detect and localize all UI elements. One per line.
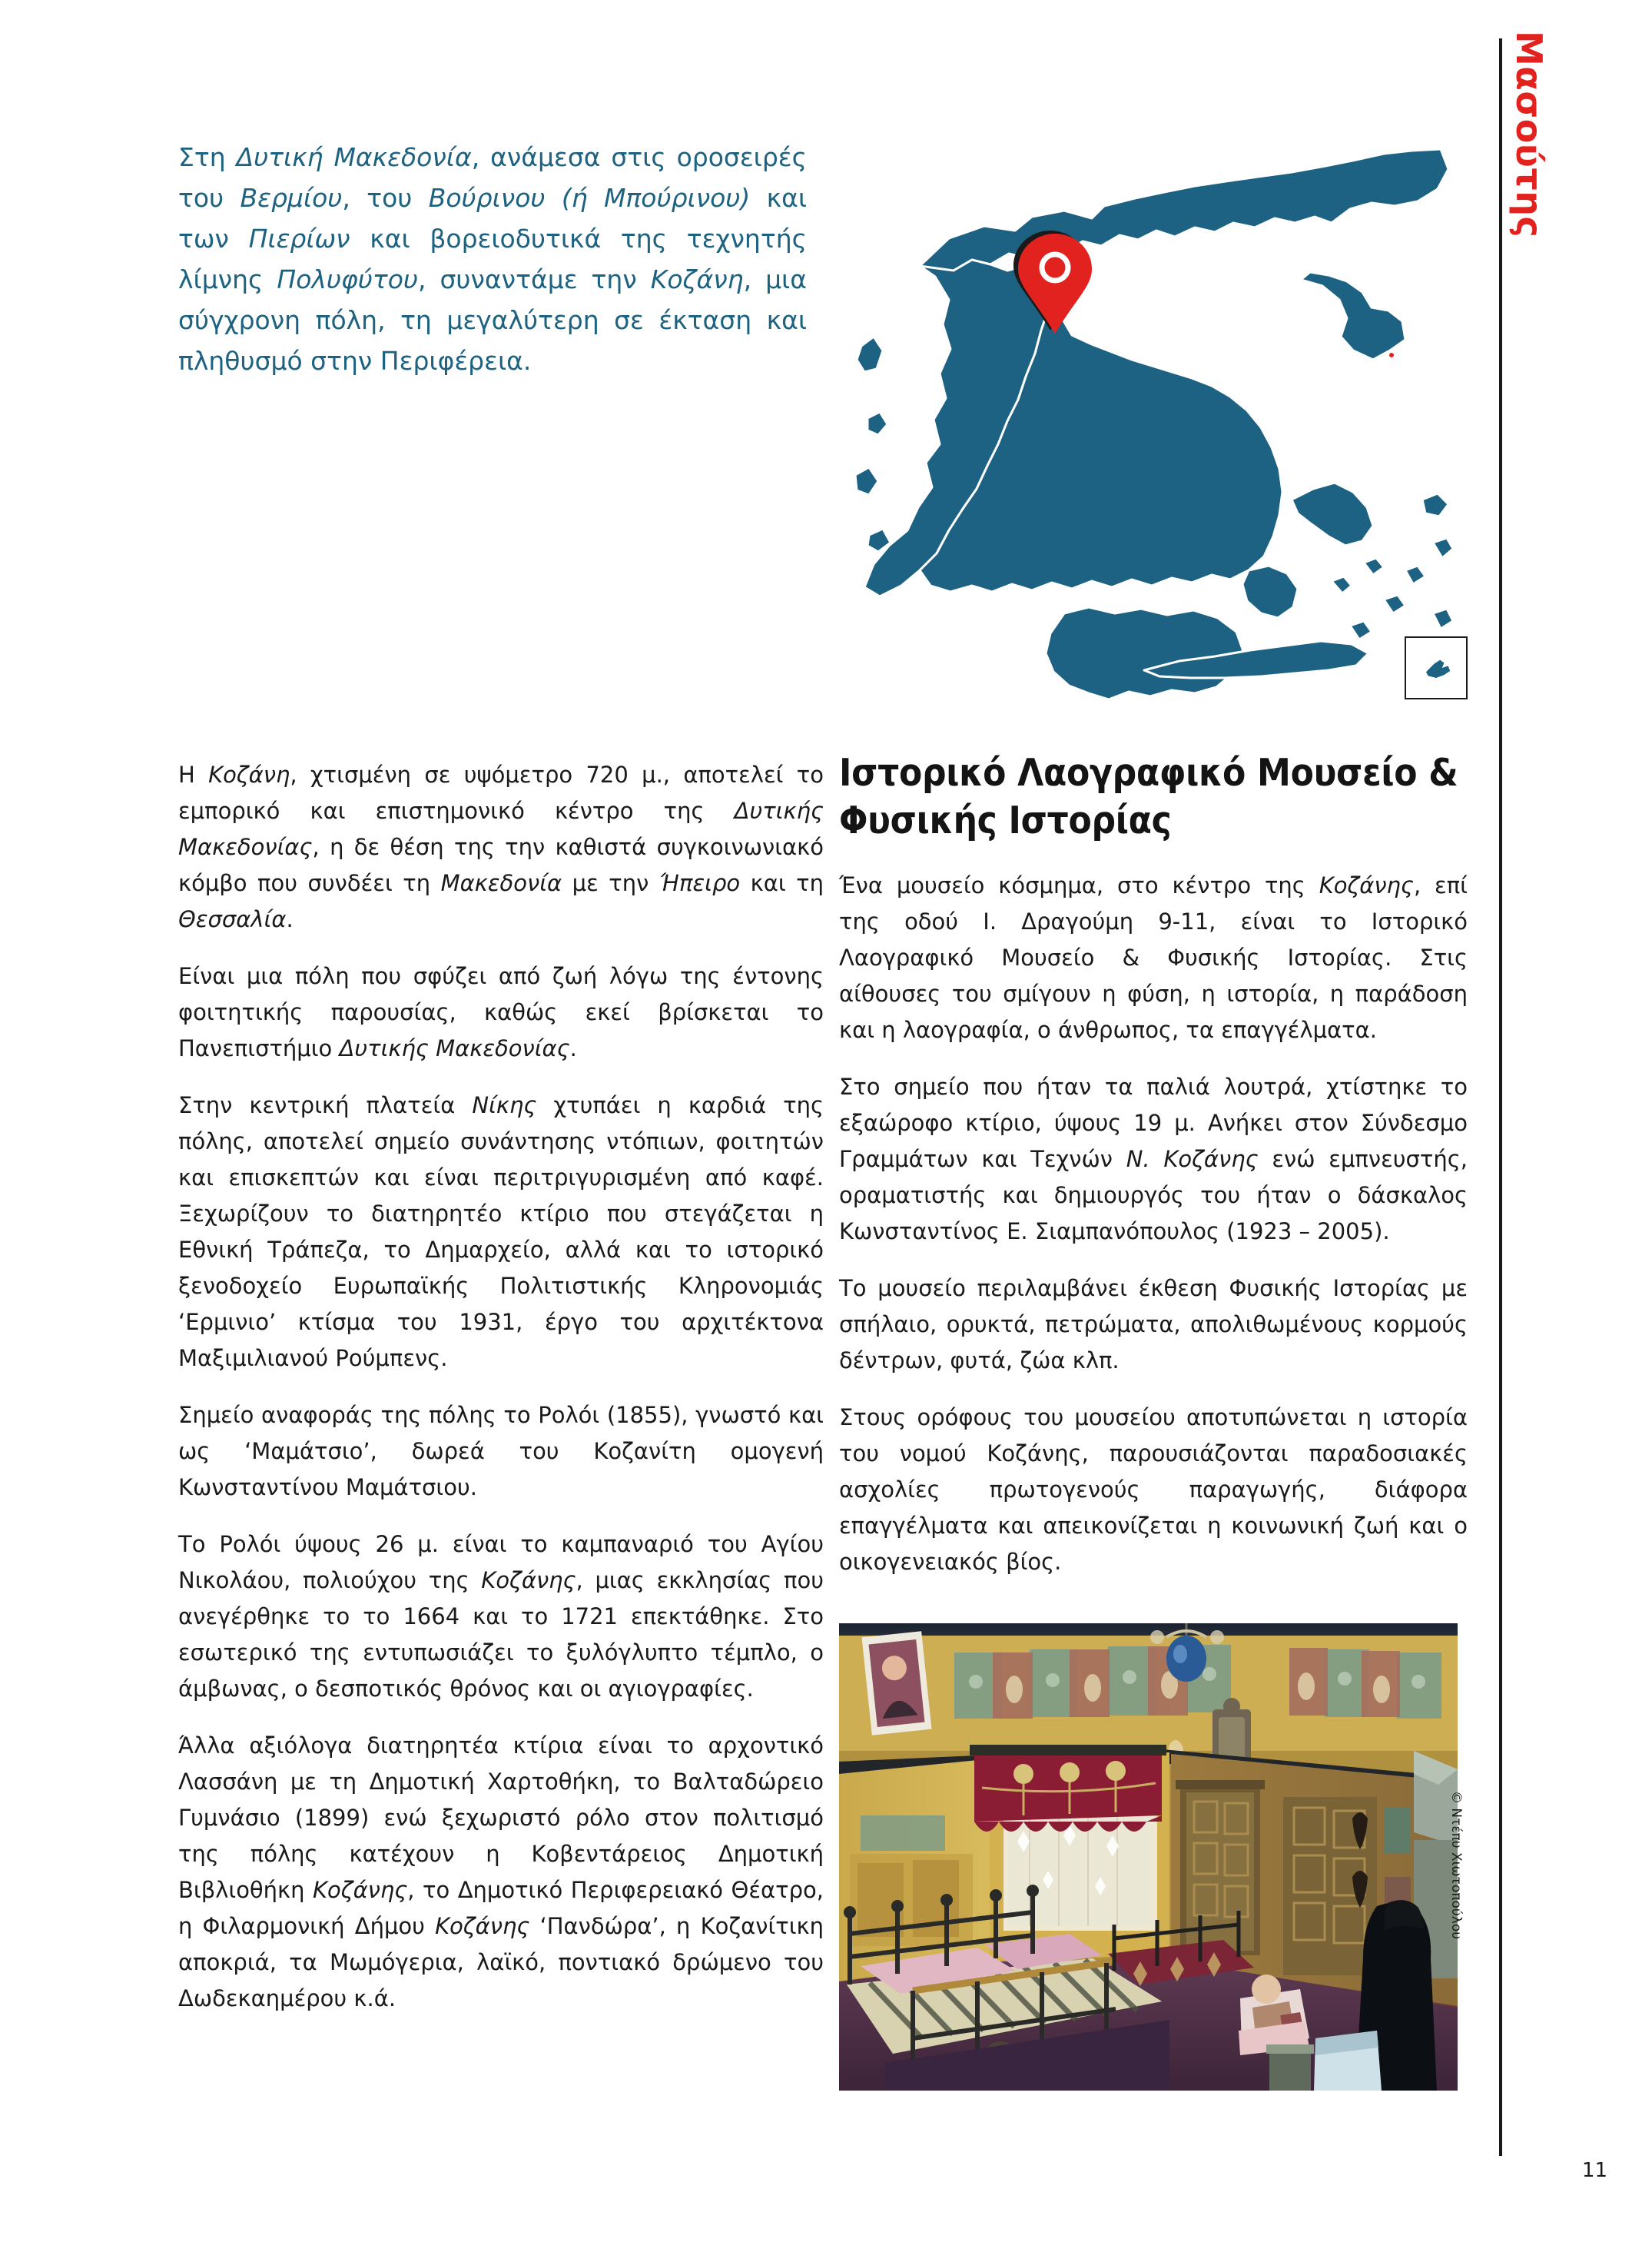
map-of-greece [834, 115, 1456, 722]
map-inset-box [1405, 636, 1468, 699]
page-edge-rule [1499, 38, 1502, 2156]
map-landmass [855, 149, 1453, 699]
paragraph: Στους ορόφους του μουσείου αποτυπώνεται η ιστορία του νομού Κοζάνης, παρουσιάζονται παραδοσιακές ασχολίες πρωτογενούς παραγωγής, διάφορα επαγγέλματα και απεικονίζεται η κοινωνική ζωή και ο οικογενειακός βίος. [839, 1404, 1468, 1575]
paragraph: Το Ρολόι ύψους 26 μ. είναι το καμπαναριό του Αγίου Νικολάου, πολιούχου της Κοζάνης, μιας εκκλησίας που ανεγέρθηκε το το 1664 και το 1721 επεκτάθηκε. Στο εσωτερικό της εντυπωσιάζει το ξυλόγλυπτο τέμπλο, ο άμβωνας, ο δεσποτικός θρόνος και οι αγιογραφίες. [178, 1531, 824, 1702]
lead-paragraph: Στη Δυτική Μακεδονία, ανάμεσα στις οροσειρές του Βερμίου, του Βούρινου (ή Μπούρινου) και των Πιερίων και βορειοδυτικά της τεχνητής λίμνης Πολυφύτου, συναντάμε την Κοζάνη, μια σύγχρονη πόλη, τη μεγαλύτερη σε έκταση και πληθυσμό στην Περιφέρεια. [178, 142, 807, 376]
photo-credit: © Ντέπυ Χιωτοπούλου [1448, 1791, 1464, 1940]
paragraph: Η Κοζάνη, χτισμένη σε υψόμετρο 720 μ., αποτελεί το εμπορικό και επιστημονικό κέντρο της Δυτικής Μακεδονίας, η δε θέση της την καθιστά συγκοινωνιακό κόμβο που συνδέει τη Μακεδονία με την Ήπειρο και τη Θεσσαλία. [178, 762, 824, 932]
paragraph: Στο σημείο που ήταν τα παλιά λουτρά, χτίστηκε το εξαώροφο κτίριο, ύψους 19 μ. Ανήκει στον Σύνδεσμο Γραμμάτων και Τεχνών Ν. Κοζάνης ενώ εμπνευστής, οραματιστής και δημιουργός του ήταν ο δάσκαλος Κωνσταντίνος Ε. Σιαμπανόπουλος (1923 – 2005). [839, 1074, 1468, 1244]
paragraph: Σημείο αναφοράς της πόλης το Ρολόι (1855), γνωστό και ως ‘Μαμάτσιο’, δωρεά του Κοζανίτη ομογενή Κωνσταντίνου Μαμάτσιου. [178, 1402, 824, 1500]
paragraph: Στην κεντρική πλατεία Νίκης χτυπάει η καρδιά της πόλης, αποτελεί σημείο συνάντησης ντόπιων, φοιτητών και επισκεπτών και είναι περιτριγυρισμένη από καφέ. Ξεχωρίζουν το διατηρητέο κτίριο που στεγάζεται η Εθνική Τράπεζα, το Δημαρχείο, αλλά και το ιστορικό ξενοδοχείο Ευρωπαϊκής Πολιτιστικής Κληρονομιάς ‘Ερμινιο’ κτίσμα του 1931, έργο του αρχιτέκτονα Μαξιμιλιανού Ρούμπενς. [178, 1092, 824, 1371]
map-dot [1389, 353, 1394, 357]
paragraph: Το μουσείο περιλαμβάνει έκθεση Φυσικής Ιστορίας με σπήλαιο, ορυκτά, πετρώματα, απολιθωμένους κορμούς δέντρων, φυτά, ζώα κλπ. [839, 1275, 1468, 1373]
photo-image [839, 1623, 1458, 2091]
left-text-column [178, 757, 824, 2017]
magazine-name: Μασούτης [1508, 31, 1550, 238]
paragraph: Είναι μια πόλη που σφύζει από ζωή λόγω της έντονης φοιτητικής παρουσίας, καθώς εκεί βρίσκεται το Πανεπιστήμιο Δυτικής Μακεδονίας. [178, 963, 824, 1061]
right-text-column [839, 749, 1468, 1580]
section-title: Ιστορικό Λαογραφικό Μουσείο & Φυσικής Ιστορίας [839, 751, 1458, 842]
paragraph: Άλλα αξιόλογα διατηρητέα κτίρια είναι το αρχοντικό Λασσάνη με τη Δημοτική Χαρτοθήκη, το Βαλταδώρειο Γυμνάσιο (1899) ενώ ξεχωριστό ρόλο στον πολιτισμό της πόλης κατέχουν η Κοβεντάρειος Δημοτική Βιβλιοθήκη Κοζάνης, το Δημοτικό Περιφερειακό Θέατρο, η Φιλαρμονική Δήμου Κοζάνης ‘Πανδώρα’, η Κοζανίτικη αποκριά, τα Μωμόγερια, λαϊκό, ποντιακό δρώμενο του Δωδεκαημέρου κ.ά. [178, 1732, 824, 2011]
paragraph: Ένα μουσείο κόσμημα, στο κέντρο της Κοζάνης, επί της οδού Ι. Δραγούμη 9-11, είναι το Ιστορικό Λαογραφικό Μουσείο & Φυσικής Ιστορίας. Στις αίθουσες του σμίγουν η φύση, η ιστορία, η παράδοση και η λαογραφία, ο άνθρωπος, τα επαγγέλματα. [839, 872, 1468, 1043]
page-number: 11 [1581, 2159, 1607, 2182]
museum-interior-photo [839, 1623, 1458, 2091]
